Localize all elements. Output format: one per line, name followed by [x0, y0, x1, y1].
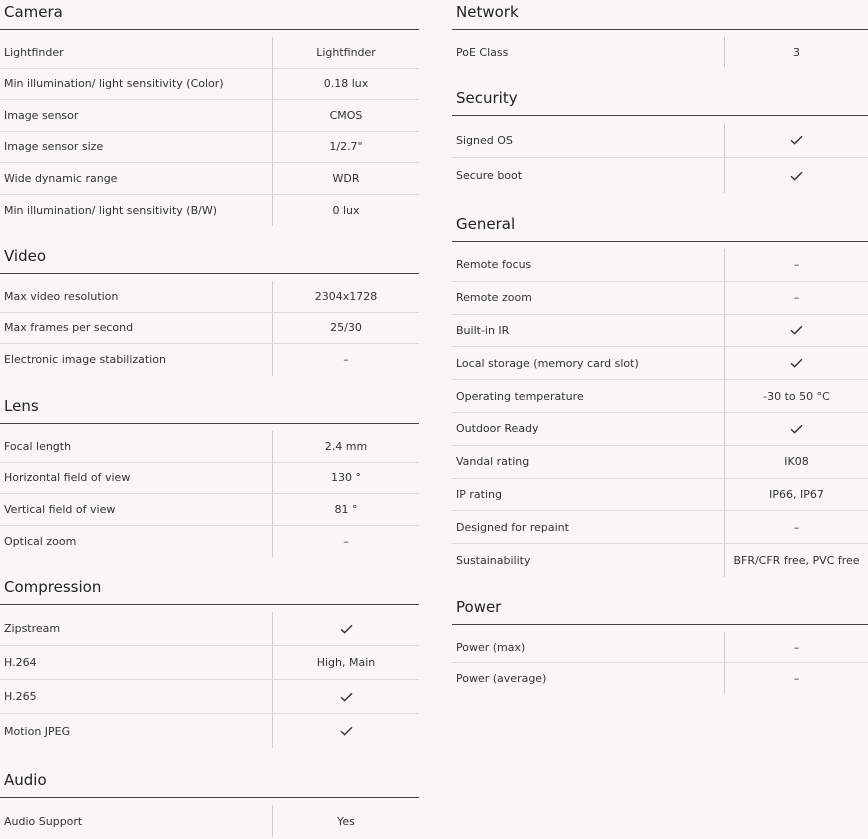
checkmark-icon [273, 612, 419, 645]
spec-row [452, 511, 868, 544]
spec-row [452, 347, 868, 380]
spec-value: 2.4 mm [324, 439, 368, 453]
section-title-video: Video [0, 244, 419, 274]
spec-value: – [793, 520, 800, 534]
checkmark-icon [273, 680, 419, 713]
spec-label: Built-in IR [452, 315, 725, 347]
spec-row [0, 132, 419, 164]
spec-label: Max frames per second [0, 313, 273, 344]
checkmark-icon [725, 413, 868, 445]
spec-value: – [793, 258, 800, 272]
section-compression [0, 575, 419, 748]
spec-rows [0, 281, 419, 376]
spec-row [0, 714, 419, 748]
spec-label: Electronic image stabilization [0, 344, 273, 376]
spec-value: BFR/CFR free, PVC free [733, 554, 860, 568]
spec-value: – [343, 353, 349, 367]
spec-row [0, 646, 419, 680]
spec-row [0, 344, 419, 376]
spec-label: Vandal rating [452, 446, 725, 478]
spec-value: High, Main [316, 656, 376, 669]
spec-value: 3 [793, 45, 800, 59]
spec-value: IK08 [784, 455, 809, 469]
spec-rows [452, 632, 868, 694]
spec-label: H.264 [0, 646, 273, 679]
section-title-camera: Camera [0, 0, 419, 30]
spec-row [0, 680, 419, 714]
section-general [452, 212, 868, 577]
spec-row [0, 526, 419, 558]
spec-rows [452, 123, 868, 193]
spec-row [0, 463, 419, 495]
spec-row [0, 163, 419, 195]
spec-label: Signed OS [452, 123, 725, 157]
spec-row [452, 663, 868, 694]
spec-row [452, 37, 868, 67]
spec-label: Designed for repaint [452, 511, 725, 543]
spec-row [0, 805, 419, 837]
spec-row [0, 195, 419, 227]
spec-row [0, 69, 419, 101]
spec-label: Secure boot [452, 158, 725, 193]
section-title-compression: Compression [0, 575, 419, 605]
section-network [452, 0, 868, 67]
spec-label: IP rating [452, 479, 725, 511]
spec-value: 25/30 [330, 321, 362, 335]
spec-row [452, 315, 868, 348]
spec-value: 0.18 lux [323, 77, 369, 91]
section-lens [0, 394, 419, 557]
spec-row [0, 612, 419, 646]
spec-label: Remote focus [452, 249, 725, 281]
section-camera [0, 0, 419, 226]
spec-row [0, 100, 419, 132]
spec-value: 81 ° [334, 502, 358, 516]
section-title-general: General [452, 212, 868, 242]
spec-value: – [793, 291, 800, 305]
spec-rows [452, 249, 868, 577]
spec-label: Motion JPEG [0, 714, 273, 748]
spec-label: Vertical field of view [0, 494, 273, 525]
spec-value: 0 lux [332, 203, 360, 217]
section-title-power: Power [452, 595, 868, 625]
spec-rows [0, 37, 419, 226]
spec-value: 1/2.7" [329, 140, 363, 154]
spec-label: Horizontal field of view [0, 463, 273, 494]
section-power [452, 595, 868, 694]
spec-row [0, 281, 419, 313]
checkmark-icon [725, 315, 868, 347]
spec-label: Power (max) [452, 632, 725, 662]
spec-rows [0, 612, 419, 748]
spec-value: 2304x1728 [314, 289, 378, 303]
spec-row [452, 123, 868, 158]
spec-row [0, 494, 419, 526]
spec-label: Image sensor size [0, 132, 273, 163]
spec-label: Image sensor [0, 100, 273, 131]
checkmark-icon [725, 347, 868, 379]
section-audio [0, 768, 419, 837]
spec-value: CMOS [329, 108, 363, 122]
spec-rows [0, 431, 419, 557]
spec-row [452, 479, 868, 512]
spec-label: Operating temperature [452, 380, 725, 412]
checkmark-icon [273, 714, 419, 748]
spec-label: Audio Support [0, 805, 273, 837]
section-title-audio: Audio [0, 768, 419, 798]
spec-label: Optical zoom [0, 526, 273, 558]
spec-value: Yes [337, 814, 355, 828]
spec-row [452, 380, 868, 413]
spec-label: Sustainability [452, 544, 725, 577]
spec-label: Power (average) [452, 663, 725, 694]
spec-row [452, 413, 868, 446]
spec-row [452, 158, 868, 193]
spec-row [452, 249, 868, 282]
spec-rows [452, 37, 868, 67]
spec-label: Zipstream [0, 612, 273, 645]
spec-label: Min illumination/ light sensitivity (B/W) [0, 195, 273, 227]
section-title-lens: Lens [0, 394, 419, 424]
checkmark-icon [725, 123, 868, 157]
spec-row [0, 431, 419, 463]
spec-row [452, 446, 868, 479]
spec-row [452, 282, 868, 315]
spec-label: Local storage (memory card slot) [452, 347, 725, 379]
spec-value: 130 ° [331, 471, 361, 485]
spec-row [0, 313, 419, 345]
spec-rows [0, 805, 419, 837]
spec-value: – [793, 672, 800, 685]
spec-row [452, 544, 868, 577]
spec-row [452, 632, 868, 663]
spec-label: Remote zoom [452, 282, 725, 314]
section-title-security: Security [452, 86, 868, 116]
spec-label: Min illumination/ light sensitivity (Color) [0, 69, 273, 100]
spec-label: PoE Class [452, 37, 725, 67]
spec-value: -30 to 50 °C [763, 389, 830, 403]
spec-label: Max video resolution [0, 281, 273, 312]
spec-label: Focal length [0, 431, 273, 462]
spec-value: IP66, IP67 [769, 487, 824, 501]
spec-label: Outdoor Ready [452, 413, 725, 445]
section-title-network: Network [452, 0, 868, 30]
spec-value: – [793, 640, 800, 654]
checkmark-icon [725, 158, 868, 193]
spec-label: Wide dynamic range [0, 163, 273, 194]
spec-label: H.265 [0, 680, 273, 713]
spec-row [0, 37, 419, 69]
spec-label: Lightfinder [0, 37, 273, 68]
spec-value: WDR [332, 171, 360, 185]
section-video [0, 244, 419, 376]
section-security [452, 86, 868, 193]
spec-value: Lightfinder [316, 45, 376, 59]
spec-value: – [343, 534, 349, 548]
